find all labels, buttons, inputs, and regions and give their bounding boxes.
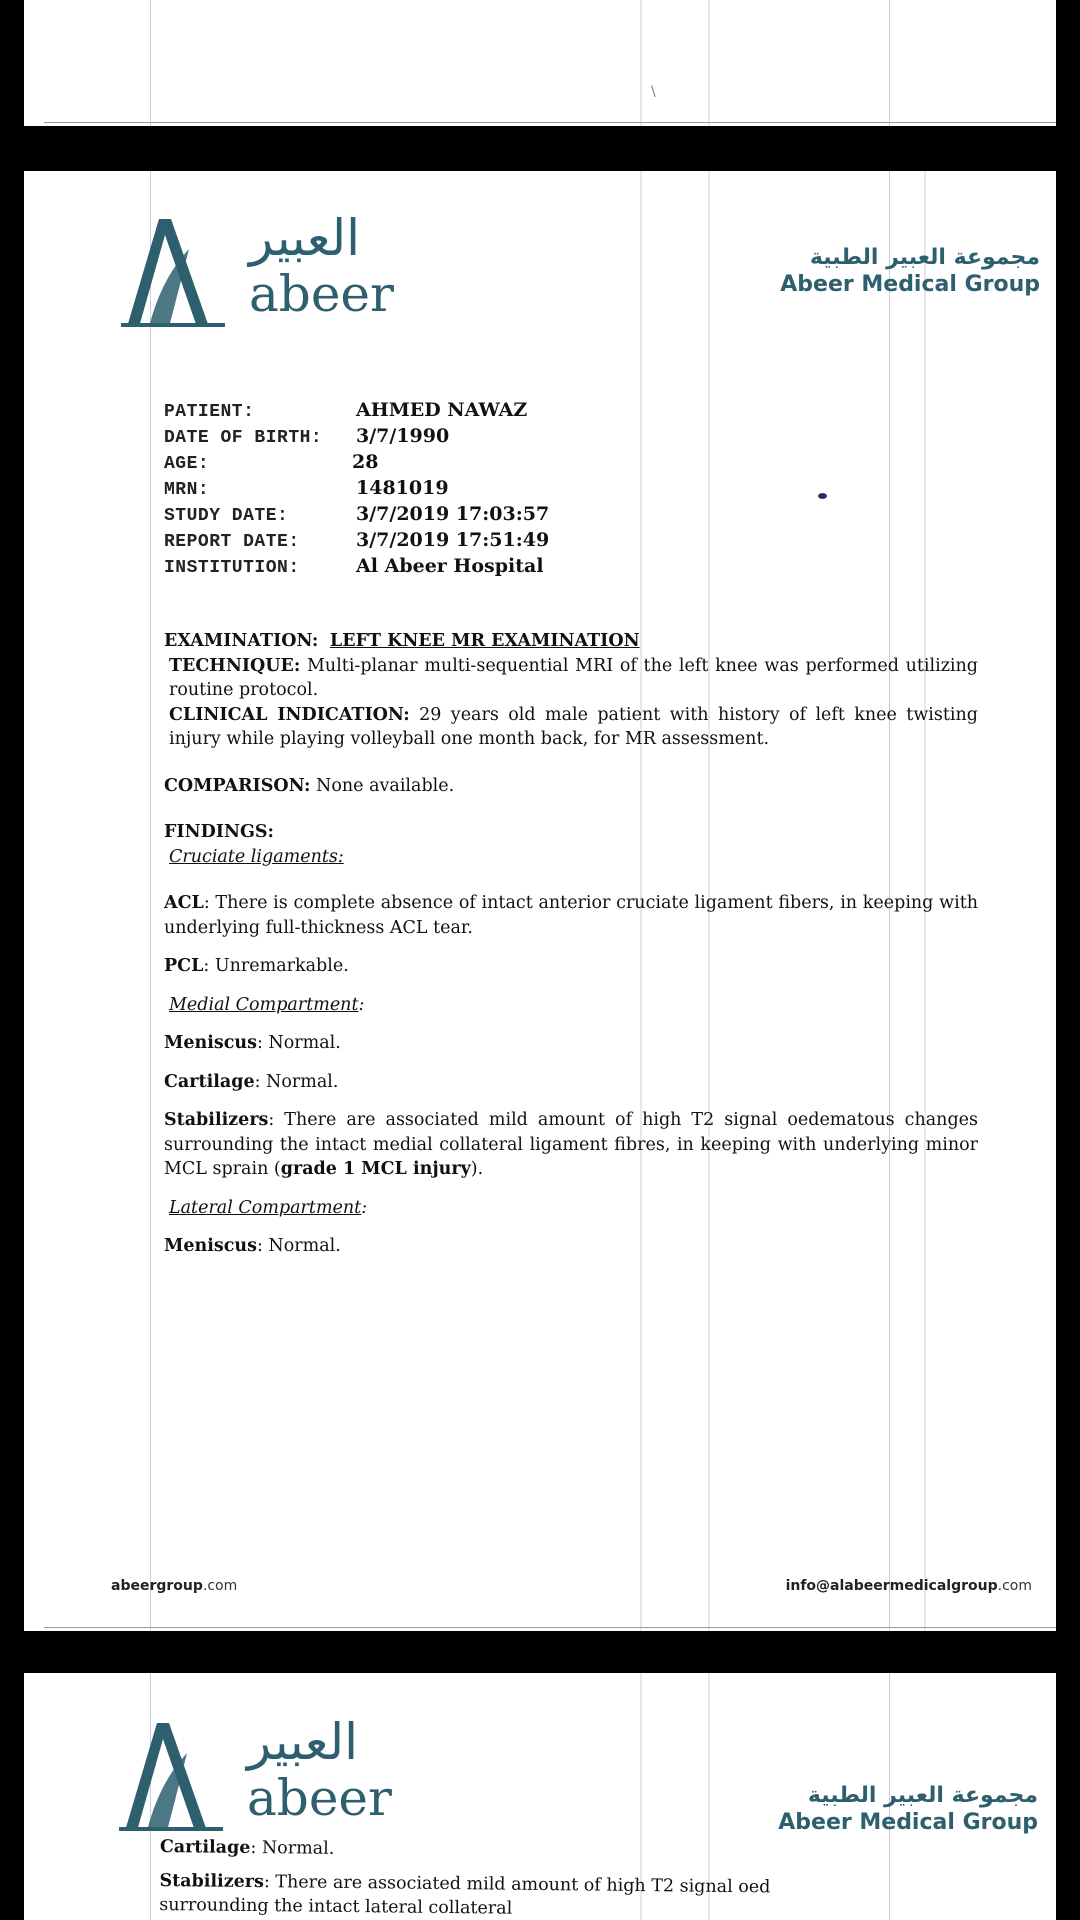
group-arabic-name: مجموعة العبير الطبية [807, 1783, 1038, 1808]
medical-group-name [780, 245, 1040, 297]
info-row [164, 503, 549, 529]
cruciate-heading-text: Cruciate ligaments: [169, 846, 344, 867]
comparison-label: COMPARISON: [164, 775, 311, 796]
findings-label: FINDINGS: [164, 822, 275, 842]
stabilizers-end: ). [470, 1159, 484, 1179]
pcl-line [164, 954, 978, 979]
patient-info-block [164, 399, 549, 581]
info-row [164, 399, 549, 425]
logo-english-text: abeer [249, 265, 394, 323]
pcl-text: : Unremarkable. [203, 956, 349, 976]
cruciate-heading [164, 845, 978, 870]
pcl-label: PCL [164, 956, 204, 976]
info-value: 1481019 [356, 477, 449, 499]
info-value: 28 [352, 451, 379, 473]
stabilizers-line [164, 1108, 978, 1182]
info-label: MRN: [164, 480, 210, 500]
info-row [164, 425, 549, 451]
info-label: PATIENT: [164, 402, 255, 422]
cartilage-label: Cartilage [164, 1071, 255, 1092]
findings-heading [164, 820, 978, 845]
footer-email [786, 1578, 1032, 1594]
info-value: Al Abeer Hospital [356, 555, 544, 577]
report-page [24, 171, 1056, 1631]
comparison-line [164, 774, 978, 799]
meniscus-text: : Normal. [256, 1033, 341, 1053]
stabilizers-bold-text: grade 1 MCL injury [280, 1159, 471, 1179]
indication-text: 29 years old male patient with history of left knee twisting injury while playing volleyball one month back, for MR assessment. [169, 704, 978, 749]
info-value: 3/7/2019 17:03:57 [356, 503, 550, 525]
previous-page-fragment [24, 0, 1056, 126]
info-label: REPORT DATE: [164, 532, 300, 552]
next-page-text [159, 1835, 960, 1920]
info-label: STUDY DATE: [164, 506, 289, 526]
comparison-text: None available. [316, 775, 455, 796]
logo-english-text: abeer [247, 1769, 392, 1827]
technique-line [164, 654, 978, 703]
medical-group-name [778, 1783, 1038, 1835]
next-cartilage-line [160, 1835, 960, 1867]
email-rest: .com [997, 1578, 1032, 1594]
next-page-fragment [24, 1673, 1056, 1920]
lateral-heading [164, 1196, 978, 1221]
examination-label: EXAMINATION: [164, 631, 319, 651]
info-value: AHMED NAWAZ [356, 399, 528, 421]
medial-heading-colon: : [358, 994, 365, 1015]
info-row [164, 555, 549, 581]
logo-arabic-text: العبير [249, 209, 361, 267]
lateral-heading-text: Lateral Compartment [169, 1197, 362, 1218]
stabilizers-label: Stabilizers [164, 1110, 269, 1130]
website-bold: abeergroup [111, 1578, 203, 1594]
group-english-name: Abeer Medical Group [780, 272, 1040, 297]
abeer-logo-mark-icon [119, 209, 229, 329]
meniscus-label: Meniscus [164, 1033, 257, 1053]
website-rest: .com [202, 1578, 238, 1594]
abeer-logo [119, 209, 419, 339]
technique-label: TECHNIQUE: [169, 655, 301, 676]
info-value: 3/7/2019 17:51:49 [356, 529, 550, 551]
info-label: INSTITUTION: [164, 558, 300, 578]
meniscus-label: Meniscus [164, 1236, 257, 1256]
footer-website [111, 1578, 237, 1594]
scan-mark: \ [651, 84, 656, 100]
meniscus-text: : Normal. [256, 1236, 341, 1256]
stabilizers-text: : There are associated mild amount of high T2 signal oed [263, 1872, 771, 1898]
examination-line [164, 629, 978, 654]
medial-heading [164, 993, 978, 1018]
acl-label: ACL [164, 893, 204, 913]
cartilage-text: : Normal. [250, 1837, 335, 1859]
email-bold: info@alabeermedicalgroup [785, 1578, 998, 1594]
info-row [164, 451, 549, 477]
indication-label: CLINICAL INDICATION: [169, 704, 410, 725]
group-english-name: Abeer Medical Group [778, 1810, 1038, 1835]
info-row [164, 529, 549, 555]
abeer-logo [117, 1713, 417, 1843]
report-body [164, 629, 978, 1259]
info-label: AGE: [164, 454, 210, 474]
medial-heading-text: Medial Compartment [169, 994, 359, 1015]
group-arabic-name: مجموعة العبير الطبية [809, 245, 1040, 270]
stabilizers-text: : There are associated mild amount of high T2 signal oedematous changes surrounding the intact medial collateral ligament fibres, in keeping with underlying minor MCL sprain ( [164, 1110, 978, 1179]
acl-line [164, 891, 978, 940]
medial-cartilage-line [164, 1070, 978, 1095]
line2-text: surrounding the intact lateral collateral [159, 1894, 513, 1919]
info-value: 3/7/1990 [356, 425, 450, 447]
medial-meniscus-line [164, 1031, 978, 1056]
info-label: DATE OF BIRTH: [164, 428, 323, 448]
lateral-heading-colon: : [361, 1197, 368, 1218]
indication-line [164, 703, 978, 752]
examination-value: LEFT KNEE MR EXAMINATION [329, 631, 640, 651]
info-row [164, 477, 549, 503]
ink-spot [818, 493, 827, 499]
logo-arabic-text: العبير [247, 1713, 359, 1771]
lateral-meniscus-line [164, 1234, 978, 1259]
stabilizers-label: Stabilizers [159, 1870, 265, 1893]
technique-text: Multi-planar multi-sequential MRI of the left knee was performed utilizing routine protocol. [169, 655, 978, 700]
acl-text: : There is complete absence of intact anterior cruciate ligament fibers, in keeping with underlying full-thickness ACL tear. [164, 893, 978, 938]
cartilage-label: Cartilage [159, 1836, 251, 1858]
abeer-logo-mark-icon [117, 1713, 227, 1833]
cartilage-text: : Normal. [254, 1071, 339, 1092]
